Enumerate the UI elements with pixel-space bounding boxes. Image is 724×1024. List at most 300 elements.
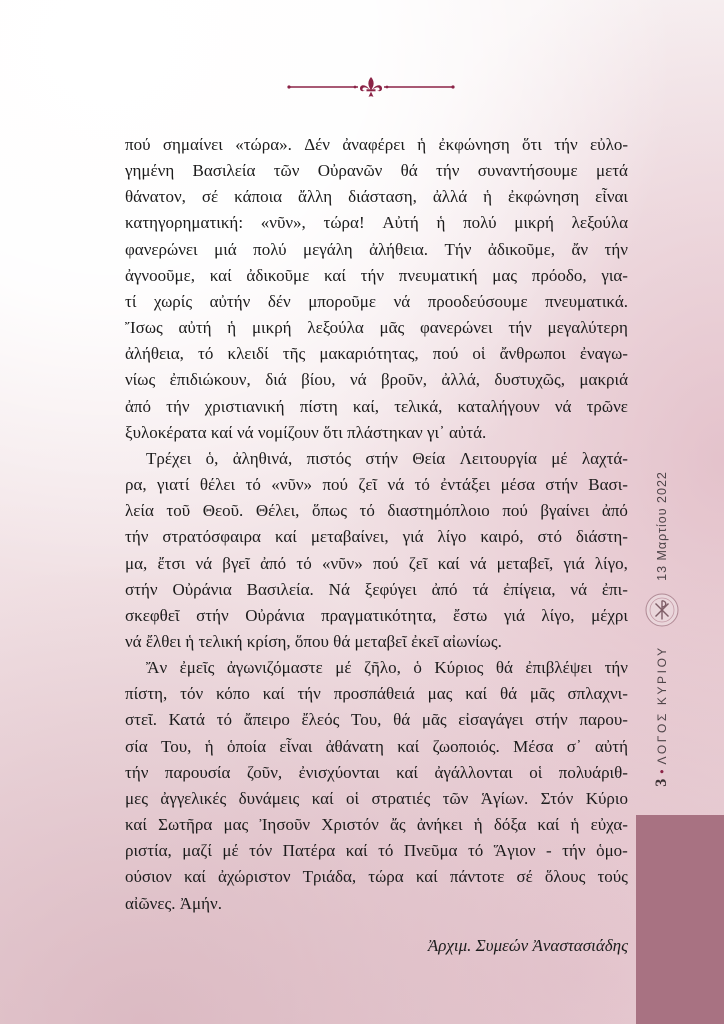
word: εἶναι [595, 187, 628, 207]
word: μικρή [514, 213, 554, 233]
word: δυστυχῶς, [494, 370, 565, 390]
text-line [125, 786, 628, 812]
word: πνευματικά. [545, 291, 628, 311]
word: τά [472, 579, 489, 599]
word: μακαριότητας, [319, 344, 419, 364]
word: μεταβαίνει, [310, 527, 389, 547]
word: ἐπιδιώκουν, [169, 370, 251, 390]
word: ἐκφώνηση [507, 187, 580, 207]
word: εὐλο- [590, 135, 628, 154]
word: μας [492, 265, 518, 285]
word: ἐνισχύονται [298, 762, 380, 782]
word: κόπο [216, 684, 250, 704]
text-line: νά ἔλθει ἡ τελική κρίση, ὅπου θά μεταβεῖ ἐκεῖ αἰωνίως. [125, 631, 502, 651]
word: διά [265, 370, 287, 390]
text-line [125, 315, 628, 341]
word: Οὐράνια [172, 579, 232, 599]
word: θά [400, 161, 418, 181]
word: τούς [597, 867, 628, 887]
word: καί [397, 736, 420, 756]
word: ἡ [483, 187, 492, 207]
word: ζεῖ [408, 553, 428, 573]
decorative-rose-panel [636, 815, 724, 1024]
word: τήν [125, 527, 149, 547]
separator-dot: • [655, 769, 669, 774]
word: ἀγάλλονται [434, 762, 513, 782]
word: ζοῦν, [246, 762, 283, 782]
word: ἐναγω- [579, 344, 628, 364]
word: πού [372, 553, 399, 573]
word: ἐπίγεια, [503, 579, 556, 599]
word: καί [345, 841, 368, 861]
word: νά [393, 291, 411, 311]
text-line [125, 367, 628, 393]
word: Τριάδα, [302, 867, 357, 887]
word: καί [183, 867, 206, 887]
word: δέν [267, 291, 291, 311]
word: τήν [436, 161, 460, 181]
word: διαστημόπλοιο [387, 501, 490, 521]
author-signature: Ἀρχιμ. Συμεών Ἀναστασιάδης [427, 936, 628, 956]
word: τῆς [282, 344, 306, 364]
word: καί [537, 815, 560, 835]
running-header [653, 636, 671, 796]
word: ριστία, [125, 841, 172, 861]
word: νά [349, 370, 367, 390]
word: βγαίνει [540, 501, 590, 521]
text-line [125, 551, 628, 577]
word: τό [216, 710, 232, 730]
word: ζεῖ [358, 475, 378, 495]
word: ἔστω [452, 605, 488, 625]
text-line: αἰῶνες. Ἀμήν. [125, 893, 222, 913]
word: μαζί [182, 841, 212, 861]
word: τώρα! [323, 213, 365, 233]
word: πολυάριθ- [558, 762, 628, 782]
word: βροῦν, [380, 370, 427, 390]
word: σέ [516, 867, 533, 887]
word: διάσταση, [348, 187, 417, 207]
word: τό [467, 841, 484, 861]
word: διάστη- [575, 527, 628, 547]
word: Σωτῆρα [158, 815, 213, 835]
word: λεία [125, 501, 154, 521]
text-line [125, 394, 628, 420]
word: ὅλους [544, 867, 586, 887]
word: Μέσα [513, 736, 554, 756]
word: Ἅγιον [493, 841, 536, 861]
word: Ἁγίων. [480, 788, 529, 808]
word: καιρό, [480, 527, 524, 547]
word: τήν [508, 318, 532, 338]
word: μες [125, 788, 148, 808]
word: στήν [196, 605, 229, 625]
text-line [125, 132, 628, 158]
word: ὁ [413, 658, 422, 678]
word: θέλει [199, 475, 236, 495]
word: στήν [365, 448, 398, 468]
word: ἀλήθεια, [125, 344, 184, 364]
text-line [125, 341, 628, 367]
text-line [125, 184, 628, 210]
word: λίγο [437, 527, 467, 547]
word: Του, [351, 710, 382, 730]
word: ἀπό [125, 396, 151, 416]
word: αὐτή [178, 318, 212, 338]
word: αὐτή [594, 736, 628, 756]
word: Πατέρα [282, 841, 336, 861]
word: τί [125, 291, 137, 311]
text-line [125, 681, 628, 707]
word: τόν [180, 684, 204, 704]
word: μᾶς [379, 318, 405, 338]
word: μέ [551, 448, 568, 468]
word: ἡ [417, 135, 427, 154]
word: δυνάμεις [238, 788, 300, 808]
page-number: 3 [653, 778, 670, 787]
word: καί [415, 867, 438, 887]
word: Αὐτή [382, 213, 419, 233]
word: φανερώνει [420, 318, 493, 338]
word: καταλήγουν [457, 396, 540, 416]
word: σ᾽ [566, 736, 582, 756]
word: στήν [545, 475, 578, 495]
word: ἡ [436, 213, 446, 233]
text-line [125, 472, 628, 498]
article-body [125, 132, 628, 960]
word: ἀγνοοῦμε, [125, 265, 196, 285]
text-line [125, 864, 628, 890]
word: ἀθάνατη [325, 736, 384, 756]
word: Ἄν [146, 658, 168, 678]
word: ἐντάξει [440, 475, 491, 495]
word: μακριά [579, 370, 628, 390]
word: Πνεῦμα [403, 841, 458, 861]
word: πού [125, 135, 151, 154]
word: ἄνθρωποι [499, 344, 566, 364]
word: τόν [249, 841, 273, 861]
word: λαχτά- [581, 448, 628, 468]
word: πιστός [306, 448, 351, 468]
text-line [125, 577, 628, 603]
text-line [125, 289, 628, 315]
word: συναντήσουμε [477, 161, 578, 181]
word: τρῶνε [586, 396, 628, 416]
word: οἱ [529, 762, 543, 782]
word: ἄν [571, 239, 589, 259]
text-line [125, 237, 628, 263]
word: καί [209, 265, 232, 285]
word: τό [414, 475, 430, 495]
word: Λειτουργία [459, 448, 537, 468]
word: μᾶς [529, 684, 555, 704]
text-line [125, 498, 628, 524]
word: ἀδικοῦμε [246, 265, 310, 285]
word: νά [570, 579, 588, 599]
word: τό [198, 344, 214, 364]
word: ἔτσι [157, 553, 186, 573]
word: καί [311, 788, 334, 808]
word: τήν [554, 135, 578, 154]
word: ἐπιβλέψει [525, 658, 593, 678]
word: Οὐρανῶν [317, 161, 383, 181]
word: «νῦν» [271, 475, 313, 495]
word: ζωοποιός. [432, 736, 500, 756]
word: ζῆλο, [364, 658, 401, 678]
word: ἡ [570, 815, 580, 835]
word: ἀπό [601, 501, 628, 521]
publication-title: ΛΟΓΟΣ ΚΥΡΙΟΥ [655, 645, 669, 765]
word: νά [195, 553, 213, 573]
word: σημαίνει [162, 135, 223, 154]
paragraph [125, 655, 628, 917]
word: Θεία [412, 448, 446, 468]
word: Τήν [444, 239, 472, 259]
text-line [125, 812, 628, 838]
word: πνευματική [398, 265, 478, 285]
word: Στόν [540, 788, 574, 808]
text-line [125, 734, 628, 760]
word: καί [324, 265, 346, 285]
word: λίγο, [541, 605, 575, 625]
word: τήν [562, 841, 586, 861]
word: στήν [125, 579, 158, 599]
word: χωρίς [153, 291, 193, 311]
word: οἱ [472, 344, 486, 364]
word: θά [499, 684, 518, 704]
text-line [125, 603, 628, 629]
word: εὐχα- [590, 815, 628, 835]
word: τήν [297, 684, 321, 704]
word: θά [393, 710, 411, 730]
word: τό [245, 475, 261, 495]
word: κλειδί [227, 344, 269, 364]
word: τῶν [442, 788, 469, 808]
word: εἶναι [279, 736, 313, 756]
word: λεξούλα [571, 213, 628, 233]
word: αὐτήν [209, 291, 251, 311]
word: Δέν [304, 135, 330, 154]
word: ξεφύγει [364, 579, 417, 599]
word: καί [437, 553, 460, 573]
word: μποροῦμε [308, 291, 377, 311]
word: στεῖ. [125, 710, 157, 730]
word: τό [359, 501, 375, 521]
word: ἡ [227, 318, 237, 338]
word: ὁμο- [596, 841, 628, 861]
word: παρουσία [164, 762, 231, 782]
word: Νά [328, 579, 350, 599]
word: στρατιές [371, 788, 431, 808]
word: ἀλήθεια. [369, 239, 429, 259]
word: ἀπό [260, 553, 287, 573]
word: ἀλλά, [441, 370, 480, 390]
word: καί [396, 762, 418, 782]
word: χριστιανική [204, 396, 285, 416]
word: καί, [352, 396, 380, 416]
word: πολύ [253, 239, 287, 259]
word: πάντοτε [449, 867, 505, 887]
word: Θέλει, [255, 501, 300, 521]
word: Κατά [168, 710, 205, 730]
word: «νῦν», [260, 213, 306, 233]
word: μας [427, 684, 453, 704]
word: καί [274, 527, 297, 547]
text-line [125, 158, 628, 184]
word: ούσιον [125, 867, 172, 887]
word: Του, [161, 736, 192, 756]
text-line [125, 655, 628, 681]
text-line [125, 210, 628, 236]
word: μας [223, 815, 249, 835]
word: μεγάλη [303, 239, 353, 259]
word: θάνατον, [125, 187, 186, 207]
text-line [125, 524, 628, 550]
word: ὁ, [205, 448, 219, 468]
word: πού [322, 475, 348, 495]
word: νίως [125, 370, 156, 390]
word: ἀχώριστον [218, 867, 291, 887]
word: σπλαχνι- [567, 684, 628, 704]
word: Ἴσως [125, 318, 163, 338]
word: τώρα [368, 867, 404, 887]
word: μεταβεῖ, [496, 553, 554, 573]
text-line [125, 760, 628, 786]
word: τοῦ [166, 501, 191, 521]
word: Θεοῦ. [202, 501, 244, 521]
text-line: ξυλοκέρατα καί νά νομίζουν ὅτι πλάστηκαν γι᾽ αὐτά. [125, 422, 487, 442]
word: κάποια [234, 187, 283, 207]
word: πίστη, [125, 684, 168, 704]
word: βίου, [301, 370, 336, 390]
word: παρου- [579, 710, 628, 730]
word: πίστη [299, 396, 338, 416]
word: καί [262, 684, 285, 704]
word: προσπάθειά [333, 684, 415, 704]
word: νά [387, 475, 405, 495]
word: οἱ [346, 788, 360, 808]
paragraph [125, 132, 628, 446]
word: πρόοδο, [531, 265, 587, 285]
word: μέ [335, 658, 352, 678]
chi-rho-emblem-icon [645, 593, 679, 627]
word: ἀναφέρει [342, 135, 405, 154]
word: σκεφθεῖ [125, 605, 180, 625]
word: εἰσαγάγει [458, 710, 524, 730]
word: πού [502, 501, 528, 521]
word: νά [469, 553, 487, 573]
word: πού [432, 344, 459, 364]
word: μιά [214, 239, 237, 259]
word: μέ [222, 841, 239, 861]
word: Βασιλεία [192, 161, 256, 181]
word: γιά [503, 605, 525, 625]
word: φανερώνει [125, 239, 198, 259]
word: στό [537, 527, 562, 547]
word: ἐπι- [601, 579, 628, 599]
word: νά [554, 396, 572, 416]
word: Βασι- [588, 475, 628, 495]
word: τήν [125, 762, 149, 782]
word: γιατί [157, 475, 190, 495]
word: μέσα [500, 475, 535, 495]
word: ὅπως [311, 501, 347, 521]
word: τῶν [273, 161, 300, 181]
word: ἀδικοῦμε, [487, 239, 556, 259]
word: για- [601, 265, 628, 285]
text-line [125, 707, 628, 733]
word: ἀγγελικές [160, 788, 227, 808]
text-line [125, 838, 628, 864]
word: μα, [125, 553, 148, 573]
word: σέ [201, 187, 219, 207]
word: προοδεύσουμε [427, 291, 528, 311]
word: ἀγωνιζόμαστε [226, 658, 323, 678]
text-line [125, 263, 628, 289]
word: τήν [166, 396, 190, 416]
word: στρατόσφαιρα [162, 527, 261, 547]
word: - [546, 841, 552, 861]
word: τό [378, 841, 394, 861]
word: Οὐράνια [245, 605, 305, 625]
word: ἀλλά [432, 187, 468, 207]
word: γιά [563, 553, 585, 573]
word: μεγαλύτερη [547, 318, 628, 338]
word: Κύριο [585, 788, 628, 808]
word: λίγο, [594, 553, 628, 573]
text-line [125, 446, 628, 472]
word: τήν [604, 239, 628, 259]
word: πραγματικότητα, [321, 605, 437, 625]
word: ἐκφώνηση [438, 135, 510, 154]
word: ἀληθινά, [232, 448, 293, 468]
word: ὁποία [226, 736, 267, 756]
word: Τρέχει [146, 448, 192, 468]
word: λεξούλα [307, 318, 364, 338]
word: «νῦν» [321, 553, 363, 573]
word: μέχρι [591, 605, 628, 625]
word: Βασιλεία. [246, 579, 314, 599]
word: δόξα [493, 815, 527, 835]
word: στήν [535, 710, 568, 730]
fleur-de-lis-ornament-icon [286, 75, 456, 99]
word: ἀπό [431, 579, 458, 599]
word: «τώρα». [235, 135, 292, 154]
word: γημένη [125, 161, 175, 181]
word: θά [495, 658, 513, 678]
word: καί [125, 815, 147, 835]
word: Χριστόν [321, 815, 379, 835]
word: μᾶς [421, 710, 447, 730]
word: κατηγορηματική: [125, 213, 244, 233]
word: ἡ [473, 815, 483, 835]
word: σία [125, 736, 148, 756]
word: πολύ [463, 213, 497, 233]
word: ἔλεός [301, 710, 340, 730]
word: ὅτι [522, 135, 542, 154]
word: ρα, [125, 475, 147, 495]
word: βγεῖ [222, 553, 250, 573]
word: καί [465, 684, 488, 704]
word: τελικά, [394, 396, 443, 416]
word: ἄπειρο [243, 710, 290, 730]
word: Κύριος [434, 658, 484, 678]
issue-date: 13 Μαρτίου 2022 [655, 471, 669, 581]
word: τό [296, 553, 312, 573]
word: ἡ [204, 736, 214, 756]
word: τήν [604, 658, 628, 678]
word: ἐμεῖς [179, 658, 215, 678]
